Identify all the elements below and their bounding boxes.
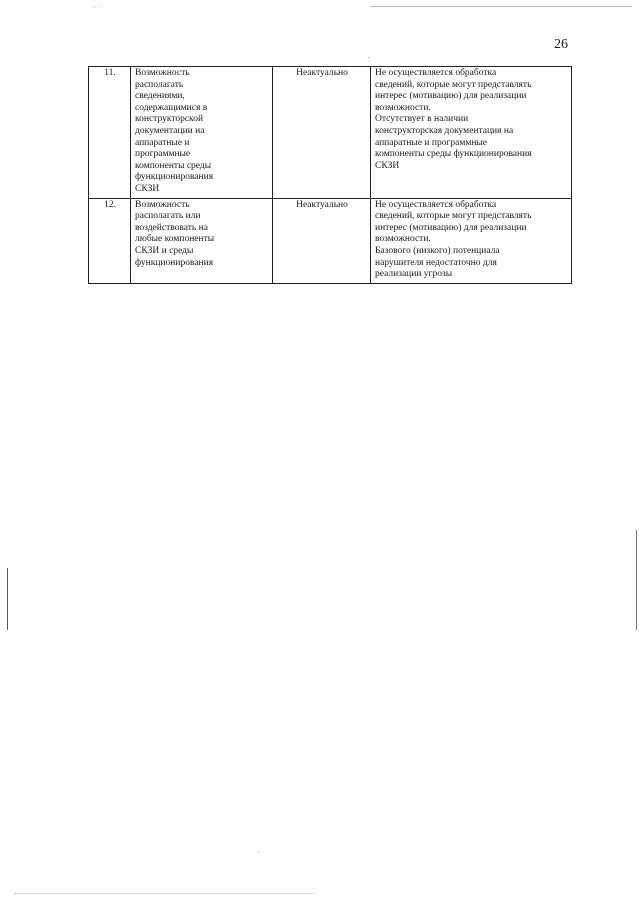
justification-cell [371,67,572,199]
justification-line: Не осуществляется обработка [375,68,497,78]
scan-speck [368,57,369,58]
scan-bottom-artifact [14,893,314,894]
capability-line: воздействовать на [135,222,208,233]
capability-line: компоненты среды [135,160,212,171]
table-row [89,67,572,199]
justification-line: Базового (низкого) потенциала [375,245,500,256]
row-number: 12. [89,198,131,283]
actuality-cell: Неактуально [273,198,371,283]
justification-line: интерес (мотивацию) для реализации [375,222,527,233]
scan-left-edge [7,568,8,630]
justification-line: сведений, которые могут представлять [375,211,532,222]
scan-right-edge [636,530,637,630]
table-row [89,198,572,283]
capability-line: конструкторской [135,114,204,125]
actuality-cell: Неактуально [273,67,371,199]
justification-line: аппаратные и программные [375,137,488,148]
justification-line: возможности. [375,102,431,113]
justification-line: СКЗИ [375,160,400,171]
capability-line: Возможность [135,199,190,210]
capability-line: СКЗИ [135,183,160,194]
capability-cell [131,198,273,283]
capability-line: любые компоненты [135,234,215,245]
justification-line: конструкторская документация на [375,125,514,136]
justification-line: компоненты среды функционирования [375,149,532,160]
threat-table [88,66,572,284]
capability-line: содержащимися в [135,102,208,113]
capability-line: сведениями, [135,91,185,102]
justification-line: возможности. [375,234,431,245]
scan-speck [258,851,259,852]
page-number: 26 [554,37,568,52]
scan-artifact-mark: ˙ˑ ˙ [92,4,102,13]
justification-line: нарушителя недостаточно для [375,257,497,268]
capability-line: аппаратные и [135,137,190,148]
justification-cell [371,198,572,283]
justification-line: интерес (мотивацию) для реализации [375,91,527,102]
capability-cell [131,67,273,199]
capability-line: программные [135,149,191,160]
capability-line: документации на [135,125,205,136]
capability-line: располагать или [135,211,201,222]
capability-line: функционирования [135,257,214,268]
capability-line: Возможность [135,68,190,78]
justification-line: реализации угрозы [375,269,453,280]
scan-artifact-rule [370,6,632,7]
justification-line: Не осуществляется обработка [375,199,497,210]
capability-line: располагать [135,79,184,90]
capability-line: функционирования [135,172,214,183]
justification-line: сведений, которые могут представлять [375,79,532,90]
row-number: 11. [89,67,131,199]
capability-line: СКЗИ и среды [135,245,194,256]
justification-line: Отсутствует в наличии [375,114,469,125]
